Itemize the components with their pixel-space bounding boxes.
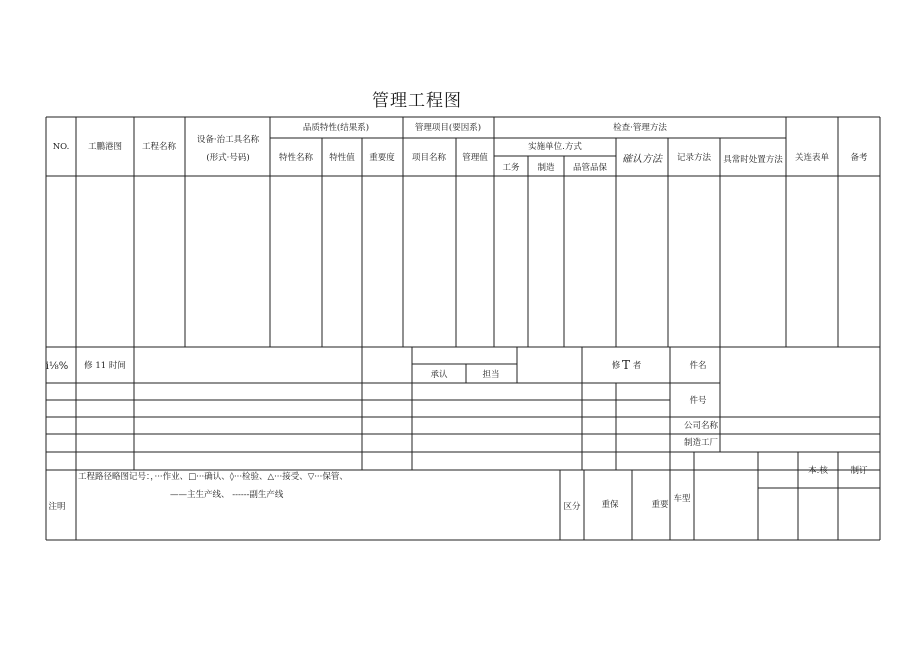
header-process-name: 工程名称 <box>141 142 177 152</box>
notes-create: 制订 <box>850 466 868 476</box>
header-unit-mfg: 制造 <box>537 163 555 173</box>
info-factory: 制造工厂 <box>683 438 719 448</box>
header-confirm-method: 確认方法 <box>622 154 662 165</box>
revision-col1: i⅛% <box>45 361 69 372</box>
header-unit-qa: 品管品保 <box>572 163 608 173</box>
header-abnormal-method: 具常时处置方法 <box>723 155 783 165</box>
notes-important: 重要 <box>651 500 669 510</box>
header-unit-group: 实施单位.方式 <box>528 142 582 152</box>
notes-division: 区分 <box>563 502 581 512</box>
notes-heavy-safety: 重保 <box>601 500 619 510</box>
header-process-chart: 工鵬港图 <box>87 142 123 152</box>
notes-model: 车型 <box>673 494 691 504</box>
notes-review: 本.核 <box>808 466 828 476</box>
header-unit-work: 工务 <box>502 163 520 173</box>
header-no: NO. <box>52 142 70 152</box>
revision-revisor-prefix: 修 <box>611 361 621 371</box>
revision-approve: 承认 <box>430 370 448 380</box>
header-char-value: 特性值 <box>329 153 355 163</box>
page-title: 管理工程图 <box>372 91 462 111</box>
revision-revisor-suffix: 者 <box>632 361 642 371</box>
notes-legend-line2: ——主生产线、 ------副生产线 <box>170 490 284 500</box>
notes-label: 注明 <box>48 502 66 512</box>
header-importance: 重要度 <box>369 153 395 163</box>
notes-legend-line1: 工程路径略图记号：，···作业、□···确认、◊···检验、△···接受、▽···保管、 <box>78 472 348 482</box>
header-equipment-line2: (形式·号码) <box>206 153 250 163</box>
header-char-name: 特性名称 <box>278 153 314 163</box>
info-part-name: 件名 <box>689 361 707 371</box>
header-equipment-line1: 设备·治工具名称 <box>196 135 260 145</box>
header-inspection-group: 检查·管理方法 <box>613 123 667 133</box>
header-related-forms: 关连表单 <box>794 153 830 163</box>
header-remarks: 备考 <box>850 153 868 163</box>
revision-revisor-mark: T <box>621 358 631 372</box>
info-part-no: 件号 <box>689 396 707 406</box>
header-control-group: 管理项目(要因系) <box>414 123 482 133</box>
revision-charge: 担当 <box>482 370 500 380</box>
header-record-method: 记录方法 <box>676 153 712 163</box>
header-control-value: 管理值 <box>462 153 488 163</box>
info-company: 公司名称 <box>683 421 719 431</box>
header-item-name: 项目名称 <box>411 153 447 163</box>
revision-col2: 修 11 时间 <box>84 361 126 371</box>
header-quality-group: 品质特性(结果系) <box>302 123 370 133</box>
